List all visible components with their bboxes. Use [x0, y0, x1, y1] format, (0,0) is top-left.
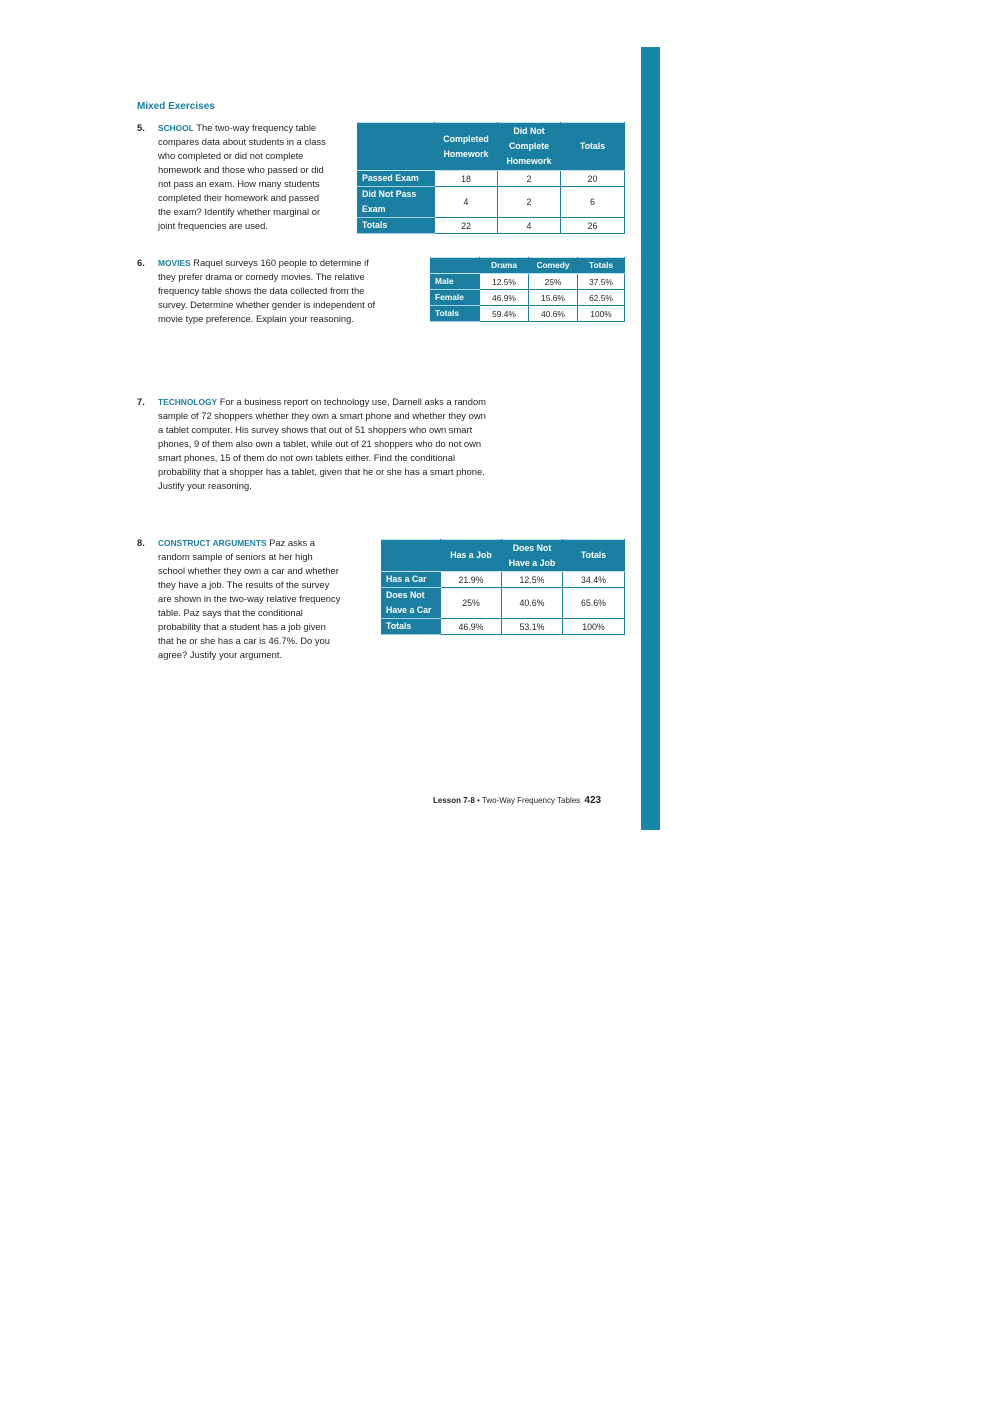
text-line: that he or she has a car is 46.7%. Do you	[158, 635, 330, 646]
table-cell: 22	[435, 218, 498, 234]
text-line: joint frequencies are used.	[158, 220, 268, 231]
exercise-text	[158, 121, 362, 233]
table-cell: 65.6%	[563, 588, 625, 619]
table-cell: 100%	[563, 619, 625, 635]
table-cell: 26	[561, 218, 625, 234]
row-header: Totals	[358, 218, 435, 234]
footer-separator: •	[474, 796, 482, 805]
text-line: Justify your reasoning.	[158, 480, 252, 491]
text-line: they prefer drama or comedy movies. The relative	[158, 271, 365, 282]
row-header: Has a Car	[382, 572, 441, 588]
text-line: random sample of seniors at her high	[158, 551, 313, 562]
exercise-6	[137, 256, 427, 326]
table-cell: 2	[498, 171, 561, 187]
page-footer	[433, 795, 601, 806]
exercise-8	[137, 536, 377, 662]
table-cell: 25%	[529, 274, 578, 290]
table-corner	[382, 540, 441, 572]
table-cell: 100%	[578, 306, 625, 322]
exercise-7	[137, 395, 567, 493]
exercise-number: 7.	[137, 396, 145, 407]
text-line: the exam? Identify whether marginal or	[158, 206, 321, 217]
table-cell: 6	[561, 187, 625, 218]
text-line: homework and those who passed or did	[158, 164, 324, 175]
table-corner	[358, 123, 435, 171]
text-line: survey. Determine whether gender is independent of	[158, 299, 376, 310]
page-number: 423	[584, 795, 602, 806]
exercise-number: 6.	[137, 257, 145, 268]
text-line: are shown in the two-way relative frequency	[158, 593, 341, 604]
text-line: a tablet computer. His survey shows that out of 51 shoppers who own smart	[158, 424, 473, 435]
table-cell: 4	[498, 218, 561, 234]
text-line: agree? Justify your argument.	[158, 649, 283, 660]
row-header: Does Not Have a Car	[382, 588, 441, 619]
table-cell: 46.9%	[441, 619, 502, 635]
frequency-table-movies	[430, 257, 625, 322]
text-line: frequency table shows the data collected from the	[158, 285, 365, 296]
row-header: Did Not Pass Exam	[358, 187, 435, 218]
table-cell: 34.4%	[563, 572, 625, 588]
footer-lesson: Lesson 7-8	[433, 796, 475, 805]
table-cell: 40.6%	[529, 306, 578, 322]
column-header: Completed Homework	[435, 123, 498, 171]
frequency-table-car-job	[381, 539, 625, 635]
row-header: Female	[431, 290, 480, 306]
row-header: Totals	[382, 619, 441, 635]
text-line: sample of 72 shoppers whether they own a smart phone and whether they own	[158, 410, 486, 421]
table-cell: 4	[435, 187, 498, 218]
exercise-tag: SCHOOL	[158, 123, 194, 133]
table-cell: 2	[498, 187, 561, 218]
text-line: probability that a student has a job given	[158, 621, 326, 632]
exercise-text	[158, 256, 427, 326]
table-cell: 15.6%	[529, 290, 578, 306]
text-line: Raquel surveys 160 people to determine if	[190, 257, 369, 268]
table-cell: 21.9%	[441, 572, 502, 588]
text-line: school whether they own a car and whether	[158, 565, 339, 576]
table-cell: 25%	[441, 588, 502, 619]
column-header: Drama	[480, 258, 529, 274]
footer-title: Two-Way Frequency Tables	[481, 796, 581, 805]
text-line: movie type preference. Explain your reasoning.	[158, 313, 354, 324]
column-header: Totals	[578, 258, 625, 274]
exercise-number: 5.	[137, 122, 145, 133]
exercise-tag: CONSTRUCT ARGUMENTS	[158, 538, 267, 548]
exercise-5	[137, 121, 362, 233]
column-header: Totals	[561, 123, 625, 171]
frequency-table-homework-exam	[357, 122, 625, 234]
row-header: Passed Exam	[358, 171, 435, 187]
table-cell: 18	[435, 171, 498, 187]
exercise-number: 8.	[137, 537, 145, 548]
table-cell: 40.6%	[502, 588, 563, 619]
text-line: The two-way frequency table	[193, 122, 317, 133]
row-header: Male	[431, 274, 480, 290]
table-cell: 20	[561, 171, 625, 187]
table-cell: 37.5%	[578, 274, 625, 290]
text-line: who completed or did not complete	[158, 150, 304, 161]
text-line: completed their homework and passed	[158, 192, 320, 203]
page-edge-color-bar	[641, 47, 660, 830]
exercise-tag: MOVIES	[158, 258, 191, 268]
text-line: they have a job. The results of the survey	[158, 579, 330, 590]
table-cell: 53.1%	[502, 619, 563, 635]
text-line: For a business report on technology use, Darnell asks a random	[217, 396, 486, 407]
text-line: phones, 9 of them also own a tablet, while out of 21 shoppers who do not own	[158, 438, 482, 449]
column-header: Did Not Complete Homework	[498, 123, 561, 171]
text-line: smart phones, 15 of them do not own tablets either. Find the conditional	[158, 452, 456, 463]
column-header: Has a Job	[441, 540, 502, 572]
column-header: Totals	[563, 540, 625, 572]
text-line: table. Paz says that the conditional	[158, 607, 303, 618]
text-line: not pass an exam. How many students	[158, 178, 320, 189]
table-cell: 46.9%	[480, 290, 529, 306]
table-cell: 59.4%	[480, 306, 529, 322]
exercise-text	[158, 536, 377, 662]
table-cell: 62.5%	[578, 290, 625, 306]
row-header: Totals	[431, 306, 480, 322]
text-line: probability that a shopper has a tablet, given that he or she has a smart phone.	[158, 466, 485, 477]
exercise-text	[158, 395, 567, 493]
text-line: compares data about students in a class	[158, 136, 326, 147]
text-line: Paz asks a	[266, 537, 316, 548]
table-cell: 12.5%	[480, 274, 529, 290]
table-corner	[431, 258, 480, 274]
column-header: Comedy	[529, 258, 578, 274]
section-title: Mixed Exercises	[137, 101, 215, 112]
exercise-tag: TECHNOLOGY	[158, 397, 218, 407]
table-cell: 12.5%	[502, 572, 563, 588]
column-header: Does Not Have a Job	[502, 540, 563, 572]
